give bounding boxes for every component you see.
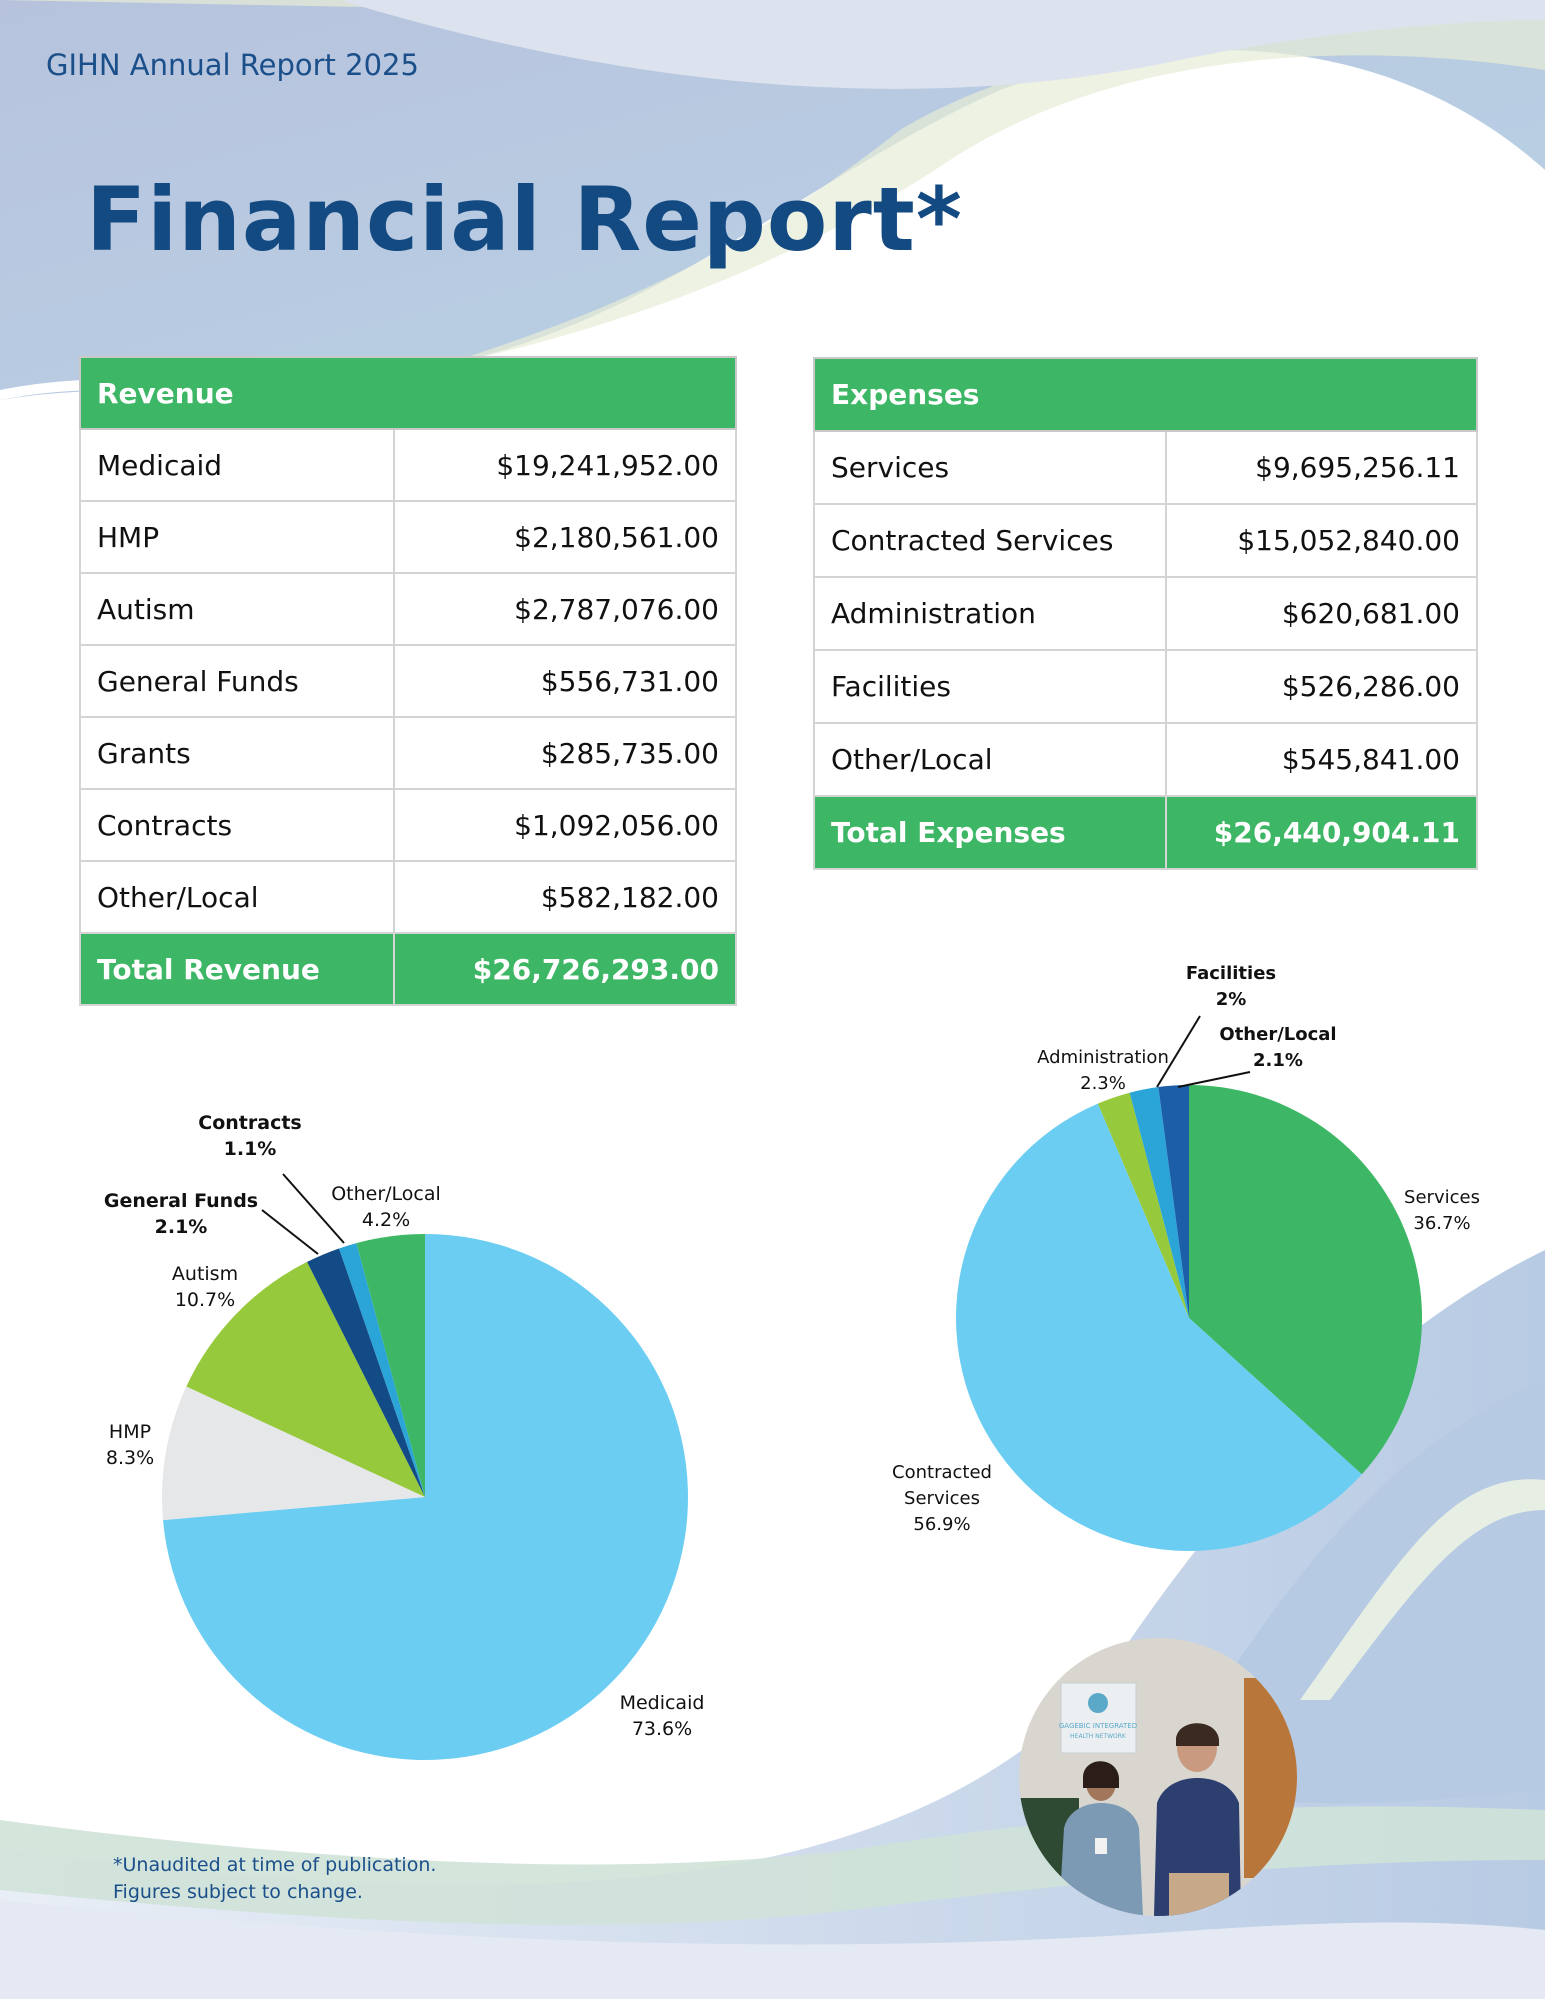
row-label: Contracts — [80, 789, 394, 861]
pie-value-contracts: 1.1% — [223, 1138, 277, 1160]
row-label: Grants — [80, 717, 394, 789]
row-amount: $620,681.00 — [1166, 577, 1477, 650]
row-label: Facilities — [814, 650, 1166, 723]
pie-label-contracts: Contracts — [198, 1112, 302, 1134]
footnote-line-2: Figures subject to change. — [113, 1881, 363, 1903]
pie-label-general-funds: General Funds — [103, 1190, 259, 1212]
row-label: Services — [814, 431, 1166, 504]
sign-text-1: GAGEBIC INTEGRATED — [1058, 1722, 1138, 1730]
total-label: Total Revenue — [80, 933, 394, 1005]
pie-value-administration: 2.3% — [1080, 1073, 1126, 1094]
row-label: Contracted Services — [814, 504, 1166, 577]
row-label: Administration — [814, 577, 1166, 650]
pie-label-contracted-services: Contracted — [892, 1462, 992, 1483]
row-label: Medicaid — [80, 429, 394, 501]
pie-label-administration: Administration — [1037, 1047, 1169, 1068]
row-amount: $2,180,561.00 — [394, 501, 736, 573]
pie-value-medicaid: 73.6% — [631, 1718, 693, 1740]
leader-line-other-local — [1178, 1072, 1250, 1087]
revenue-pie-chart — [104, 1112, 705, 1760]
page-title: Financial Report* — [86, 168, 963, 271]
pie-value-other-local: 2.1% — [1253, 1050, 1303, 1071]
pie-value-hmp: 8.3% — [105, 1447, 155, 1469]
row-label: Other/Local — [814, 723, 1166, 796]
total-label: Total Expenses — [814, 796, 1166, 869]
row-amount: $582,182.00 — [394, 861, 736, 933]
pie-label-hmp: HMP — [108, 1421, 152, 1443]
row-label: Other/Local — [80, 861, 394, 933]
row-amount: $285,735.00 — [394, 717, 736, 789]
row-amount: $2,787,076.00 — [394, 573, 736, 645]
pie-label-contracted-services: Services — [904, 1488, 980, 1509]
pie-label-medicaid: Medicaid — [619, 1692, 705, 1714]
pie-value-autism: 10.7% — [174, 1289, 236, 1311]
pie-value-contracted-services: 56.9% — [913, 1514, 971, 1535]
pie-value-other-local: 4.2% — [361, 1209, 411, 1231]
row-amount: $19,241,952.00 — [394, 429, 736, 501]
pie-value-general-funds: 2.1% — [154, 1216, 208, 1238]
row-label: HMP — [80, 501, 394, 573]
pie-label-facilities: Facilities — [1185, 963, 1277, 984]
total-amount: $26,440,904.11 — [1166, 796, 1477, 869]
pie-value-services: 36.7% — [1413, 1213, 1471, 1234]
row-amount: $526,286.00 — [1166, 650, 1477, 723]
revenue-header: Revenue — [80, 357, 736, 429]
row-amount: $545,841.00 — [1166, 723, 1477, 796]
total-amount: $26,726,293.00 — [394, 933, 736, 1005]
staff-photo — [1019, 1638, 1297, 1916]
row-amount: $15,052,840.00 — [1166, 504, 1477, 577]
pie-label-services: Services — [1404, 1187, 1480, 1208]
row-amount: $556,731.00 — [394, 645, 736, 717]
row-amount: $9,695,256.11 — [1166, 431, 1477, 504]
report-label: GIHN Annual Report 2025 — [46, 48, 419, 82]
sign-text-2: HEALTH NETWORK — [1070, 1733, 1126, 1740]
pie-label-other-local: Other/Local — [331, 1183, 441, 1205]
footnote-line-1: *Unaudited at time of publication. — [113, 1854, 437, 1876]
pie-label-autism: Autism — [171, 1263, 239, 1285]
pie-label-other-local: Other/Local — [1219, 1024, 1337, 1045]
row-amount: $1,092,056.00 — [394, 789, 736, 861]
expenses-pie-chart — [892, 963, 1480, 1551]
row-label: General Funds — [80, 645, 394, 717]
leader-line-general-funds — [262, 1210, 318, 1254]
expenses-header: Expenses — [814, 358, 1477, 431]
staff-photo-illustration — [1019, 1638, 1297, 1916]
row-label: Autism — [80, 573, 394, 645]
pie-value-facilities: 2% — [1215, 989, 1247, 1010]
